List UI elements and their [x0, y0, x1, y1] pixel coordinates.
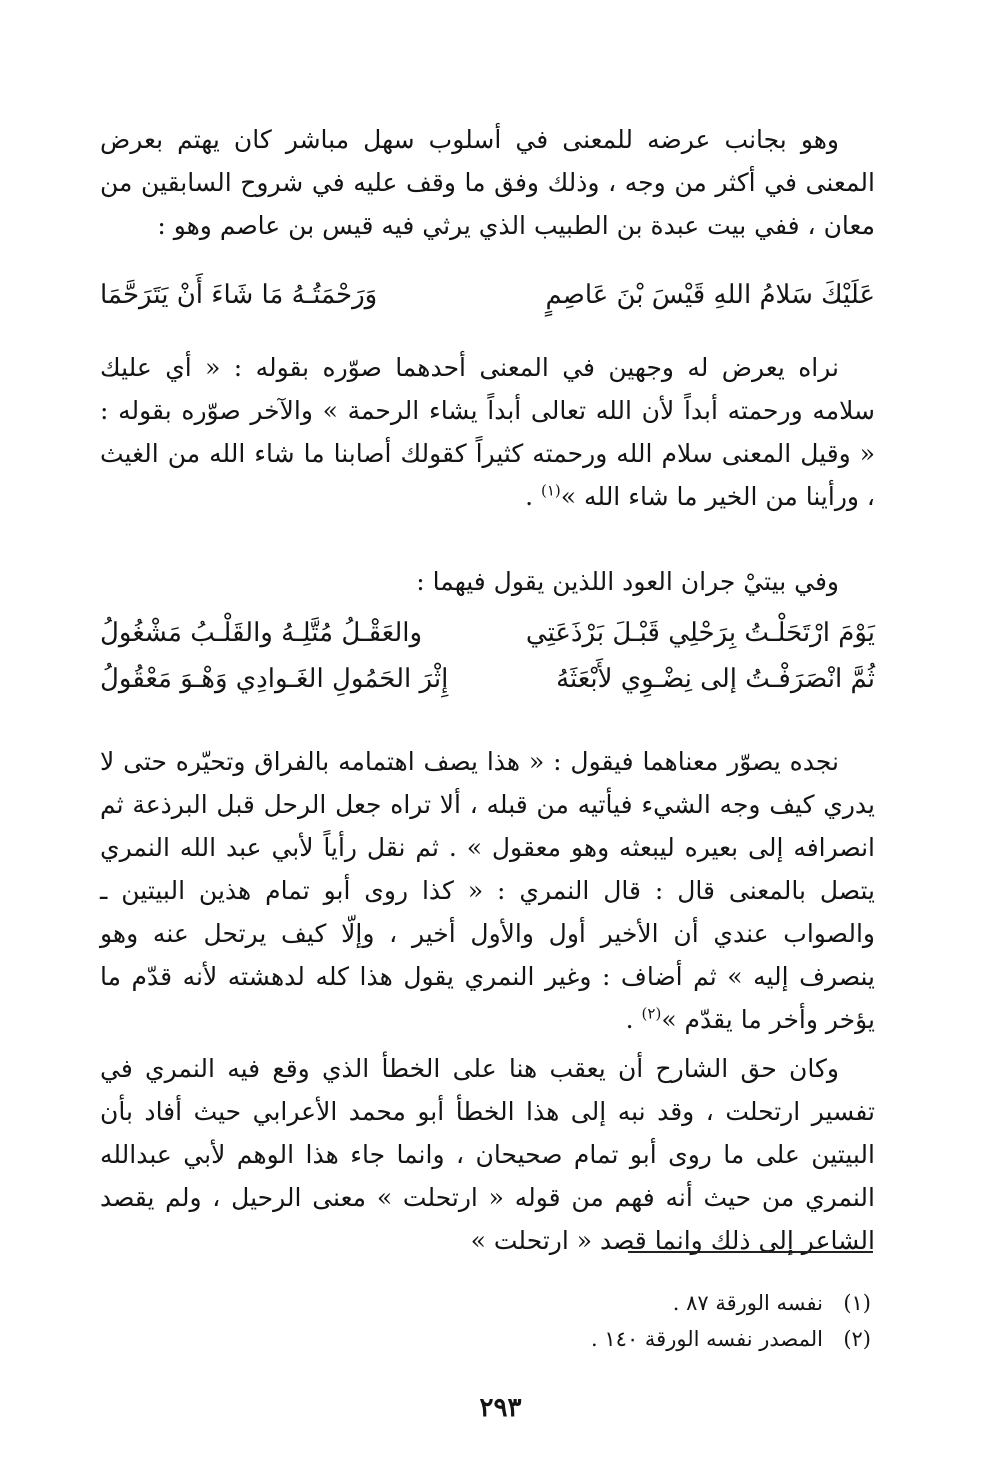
footnote-1-number: (١) — [843, 1291, 871, 1315]
footnote-2-text: المصدر نفسه الورقة ١٤٠ . — [591, 1327, 823, 1351]
footnote-ref-1: (١) — [540, 481, 561, 500]
verse-3-second-hemistich: إِثْرَ الحَمُولِ الغَـوادِي وَهْـوَ مَعْقُولُ — [100, 664, 449, 694]
paragraph-4 — [100, 740, 875, 1041]
paragraph-meanings — [100, 346, 875, 518]
verse-2-first-hemistich: يَوْمَ ارْتَحَلْـتُ بِرَحْلِي قَبْـلَ بَرْذَعَتِي — [525, 618, 875, 648]
paragraph-2-end: . — [525, 482, 534, 511]
paragraph-2 — [100, 346, 875, 518]
verse-jiran-1 — [100, 610, 875, 656]
footnote-1 — [673, 1288, 871, 1318]
footnote-divider — [628, 1251, 873, 1253]
page-number: ٢٩٣ — [479, 1393, 522, 1423]
verse-1-second-hemistich: وَرَحْمَتُـهُ مَا شَاءَ أَنْ يَتَرَحَّمَا — [100, 280, 378, 310]
verse-3-first-hemistich: ثُمَّ انْصَرَفْـتُ إلى نِضْـوِي لأَبْعَثَهُ — [556, 664, 875, 694]
verse-2-second-hemistich: والعَقْـلُ مُتَّلِـهُ والقَلْـبُ مَشْغُولُ — [100, 618, 423, 648]
paragraph-numeri — [100, 740, 875, 1041]
paragraph-2-text: نراه يعرض له وجهين في المعنى أحدهما صوّره بقوله : « أي عليك سلامه ورحمته أبداً لأن الله تعالى أبداً يشاء الرحمة » والآخر صوّره بقوله : « وقيل المعنى سلام الله ورحمته كثيراً كقولك أصابنا ما شاء الله من الغيث ، ورأينا من الخير ما شاء الله » — [100, 353, 875, 511]
paragraph-5-text: وكان حق الشارح أن يعقب هنا على الخطأ الذي وقع فيه النمري في تفسير ارتحلت ، وقد نبه إلى هذا الخطأ أبو محمد الأعرابي حيث أفاد بأن البيتين على ما روى أبو تمام صحيحان ، وانما جاء هذا الوهم لأبي عبدالله النمري من حيث أنه فهم من قوله « ارتحلت » معنى الرحيل ، ولم يقصد الشاعر إلى ذلك وانما قصد « ارتحلت » — [100, 1054, 875, 1255]
paragraph-1-text: وهو بجانب عرضه للمعنى في أسلوب سهل مباشر كان يهتم بعرض المعنى في أكثر من وجه ، وذلك وفق ما وقف عليه في شروح السابقين من معان ، ففي بيت عبدة بن الطبيب الذي يرثي فيه قيس بن عاصم وهو : — [100, 125, 875, 240]
footnote-2 — [591, 1324, 871, 1354]
paragraph-correction — [100, 1047, 875, 1262]
verse-jiran-2 — [100, 656, 875, 702]
footnote-1-text: نفسه الورقة ٨٧ . — [672, 1291, 823, 1315]
paragraph-3-text: وفي بيتيْ جران العود اللذين يقول فيهما : — [416, 567, 839, 596]
paragraph-jiran — [100, 560, 875, 603]
paragraph-4-text: نجده يصوّر معناهما فيقول : « هذا يصف اهتمامه بالفراق وتحيّره حتى لا يدري كيف وجه الشيء فيأتيه من قبله ، ألا تراه جعل الرحل قبل البرذعة ثم انصرافه إلى بعيره ليبعثه وهو معقول » . ثم نقل رأياً لأبي عبد الله النمري يتصل بالمعنى قال : قال النمري : « كذا روى أبو تمام هذين البيتين ـ والصواب عندي أن الأخير أول والأول أخير ، وإلّا كيف يرتحل عنه وهو ينصرف إليه » ثم أضاف : وغير النمري يقول هذا كله لدهشته لأنه قدّم ما يؤخر وأخر ما يقدّم » — [100, 747, 875, 1034]
paragraph-4-end: . — [625, 1005, 634, 1034]
paragraph-intro — [100, 118, 875, 247]
footnote-2-number: (٢) — [843, 1327, 871, 1351]
verse-abda — [100, 272, 875, 318]
verse-1-first-hemistich: عَلَيْكَ سَلامُ اللهِ قَيْسَ بْنَ عَاصِمٍ — [545, 280, 875, 310]
footnote-ref-2: (٢) — [641, 1004, 662, 1023]
